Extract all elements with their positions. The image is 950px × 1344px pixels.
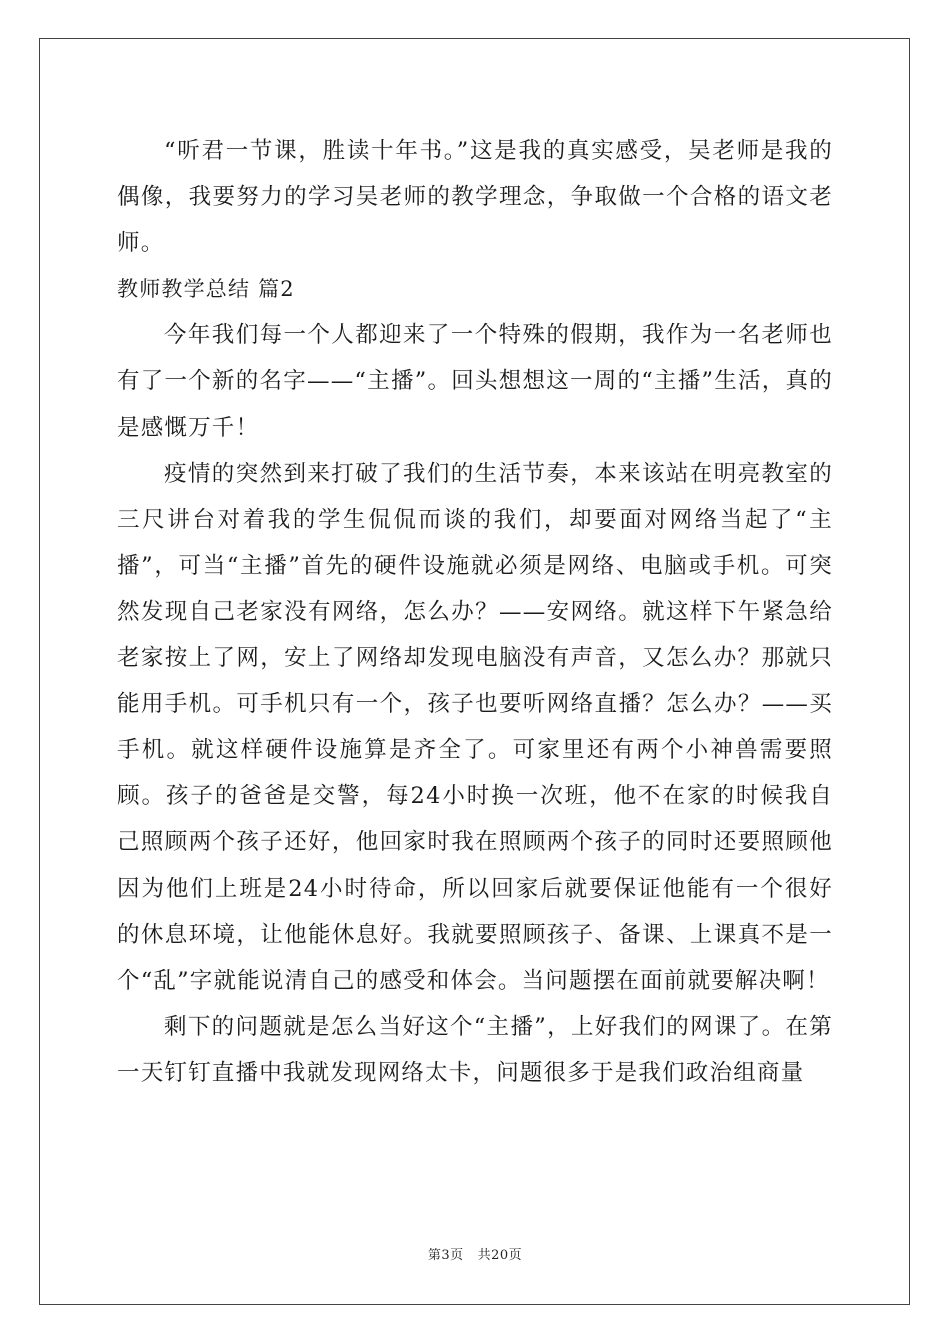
page-total: 共20页 — [477, 1248, 523, 1263]
section-heading: 教师教学总结 篇2 — [117, 277, 295, 302]
paragraph-intro-quote: “听君一节课，胜读十年书。”这是我的真实感受，吴老师是我的偶像，我要努力的学习吴老师的教学理念，争取做一个合格的语文老师。 — [117, 138, 833, 257]
document-body — [117, 128, 833, 1096]
page-number: 第3页 — [427, 1248, 464, 1263]
paragraph-online-class: 剩下的问题就是怎么当好这个“主播”，上好我们的网课了。在第一天钉钉直播中我就发现网络太卡，问题很多于是我们政治组商量 — [117, 1013, 833, 1086]
paragraph-epidemic-challenges: 疫情的突然到来打破了我们的生活节奏，本来该站在明亮教室的三尺讲台对着我的学生侃侃而谈的我们，却要面对网络当起了“主播”，可当“主播”首先的硬件设施就必须是网络、电脑或手机。可突然发现自己老家没有网络，怎么办？——安网络。就这样下午紧急给老家按上了网，安上了网络却发现电脑没有声音，又怎么办？那就只能用手机。可手机只有一个，孩子也要听网络直播？怎么办？——买手机。就这样硬件设施算是齐全了。可家里还有两个小神兽需要照顾。孩子的爸爸是交警，每24小时换一次班，他不在家的时候我自己照顾两个孩子还好，他回家时我在照顾两个孩子的同时还要照顾他因为他们上班是24小时待命，所以回家后就要保证他能有一个很好的休息环境，让他能休息好。我就要照顾孩子、备课、上课真不是一个“乱”字就能说清自己的感受和体会。当问题摆在面前就要解决啊！ — [117, 460, 833, 994]
page-footer — [0, 1244, 950, 1263]
paragraph-holiday-anchor: 今年我们每一个人都迎来了一个特殊的假期，我作为一名老师也有了一个新的名字——“主播”。回头想想这一周的“主播”生活，真的是感慨万千！ — [117, 322, 833, 441]
